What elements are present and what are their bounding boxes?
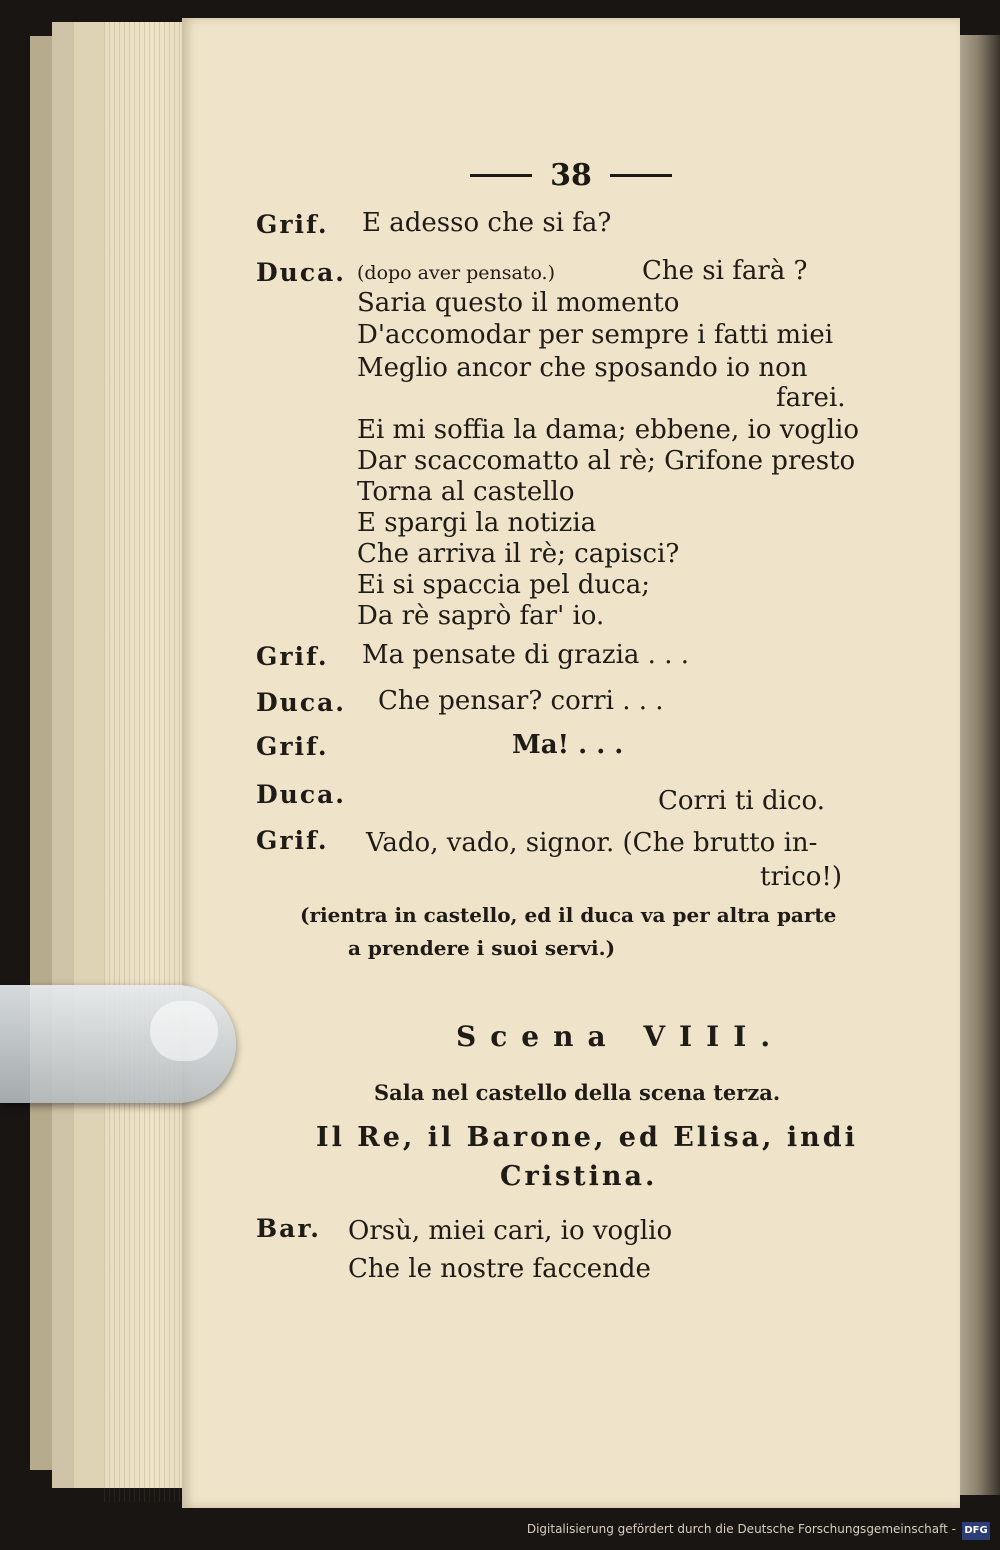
- dialogue-line: Meglio ancor che sposando io non: [357, 353, 808, 383]
- dialogue-line: Torna al castello: [357, 477, 575, 507]
- dialogue-line: Orsù, miei cari, io voglio: [348, 1216, 673, 1246]
- dialogue-line: Ma! . . .: [512, 730, 624, 760]
- glass-page-holder: [0, 985, 236, 1103]
- speaker-label: Grif.: [256, 826, 329, 855]
- dialogue-line: Ei si spaccia pel duca;: [357, 570, 650, 600]
- page-number-rule: [610, 174, 672, 177]
- digitization-credit: Digitalisierung gefördert durch die Deutsche Forschungsgemeinschaft -: [526, 1522, 956, 1536]
- scene-characters: Cristina.: [500, 1161, 658, 1192]
- dialogue-line: Dar scaccomatto al rè; Grifone presto: [357, 446, 856, 476]
- scene-characters: Il Re, il Barone, ed Elisa, indi: [316, 1122, 858, 1153]
- dialogue-line: Ei mi soffia la dama; ebbene, io voglio: [357, 415, 859, 445]
- book-edge: [52, 22, 74, 1488]
- dialogue-line: Vado, vado, signor. (Che brutto in-: [366, 828, 818, 858]
- speaker-label: Duca.: [256, 780, 346, 809]
- glass-shine: [150, 1001, 218, 1061]
- speaker-label: Grif.: [256, 210, 329, 239]
- book-page: [182, 18, 960, 1508]
- dialogue-line: Che si farà ?: [642, 256, 808, 286]
- stage-direction: a prendere i suoi servi.): [348, 936, 616, 960]
- dialogue-line: trico!): [760, 862, 842, 892]
- page-number: [182, 158, 960, 193]
- book-edge: [74, 22, 104, 1488]
- page-number-text: 38: [550, 158, 592, 193]
- dialogue-line: Da rè saprò far' io.: [357, 601, 605, 631]
- dialogue-line: Che pensar? corri . . .: [378, 686, 664, 716]
- page-number-rule: [470, 174, 532, 177]
- dialogue-line: D'accomodar per sempre i fatti miei: [357, 320, 834, 350]
- speaker-label: Bar.: [256, 1214, 321, 1243]
- speaker-label: Duca.: [256, 688, 346, 717]
- page-stack-texture: [104, 22, 184, 1502]
- dialogue-line: E spargi la notizia: [357, 508, 597, 538]
- dialogue-line: farei.: [776, 383, 846, 413]
- dialogue-line: Che arriva il rè; capisci?: [357, 539, 680, 569]
- scene-place: Sala nel castello della scena terza.: [374, 1080, 781, 1105]
- stage-direction: (rientra in castello, ed il duca va per altra parte: [300, 903, 837, 927]
- dialogue-line: Saria questo il momento: [357, 288, 680, 318]
- dialogue-line: Che le nostre faccende: [348, 1254, 651, 1284]
- scene-title: Scena VIII.: [456, 1020, 785, 1053]
- facing-page-edge: [955, 35, 1000, 1495]
- dialogue-line: Ma pensate di grazia . . .: [362, 640, 690, 670]
- book-edge: [30, 36, 52, 1470]
- stage-direction: (dopo aver pensato.): [357, 262, 555, 284]
- dialogue-line: Corri ti dico.: [658, 786, 825, 816]
- dfg-logo: DFG: [962, 1522, 990, 1540]
- speaker-label: Grif.: [256, 642, 329, 671]
- speaker-label: Duca.: [256, 258, 346, 287]
- speaker-label: Grif.: [256, 732, 329, 761]
- dialogue-line: E adesso che si fa?: [362, 208, 612, 238]
